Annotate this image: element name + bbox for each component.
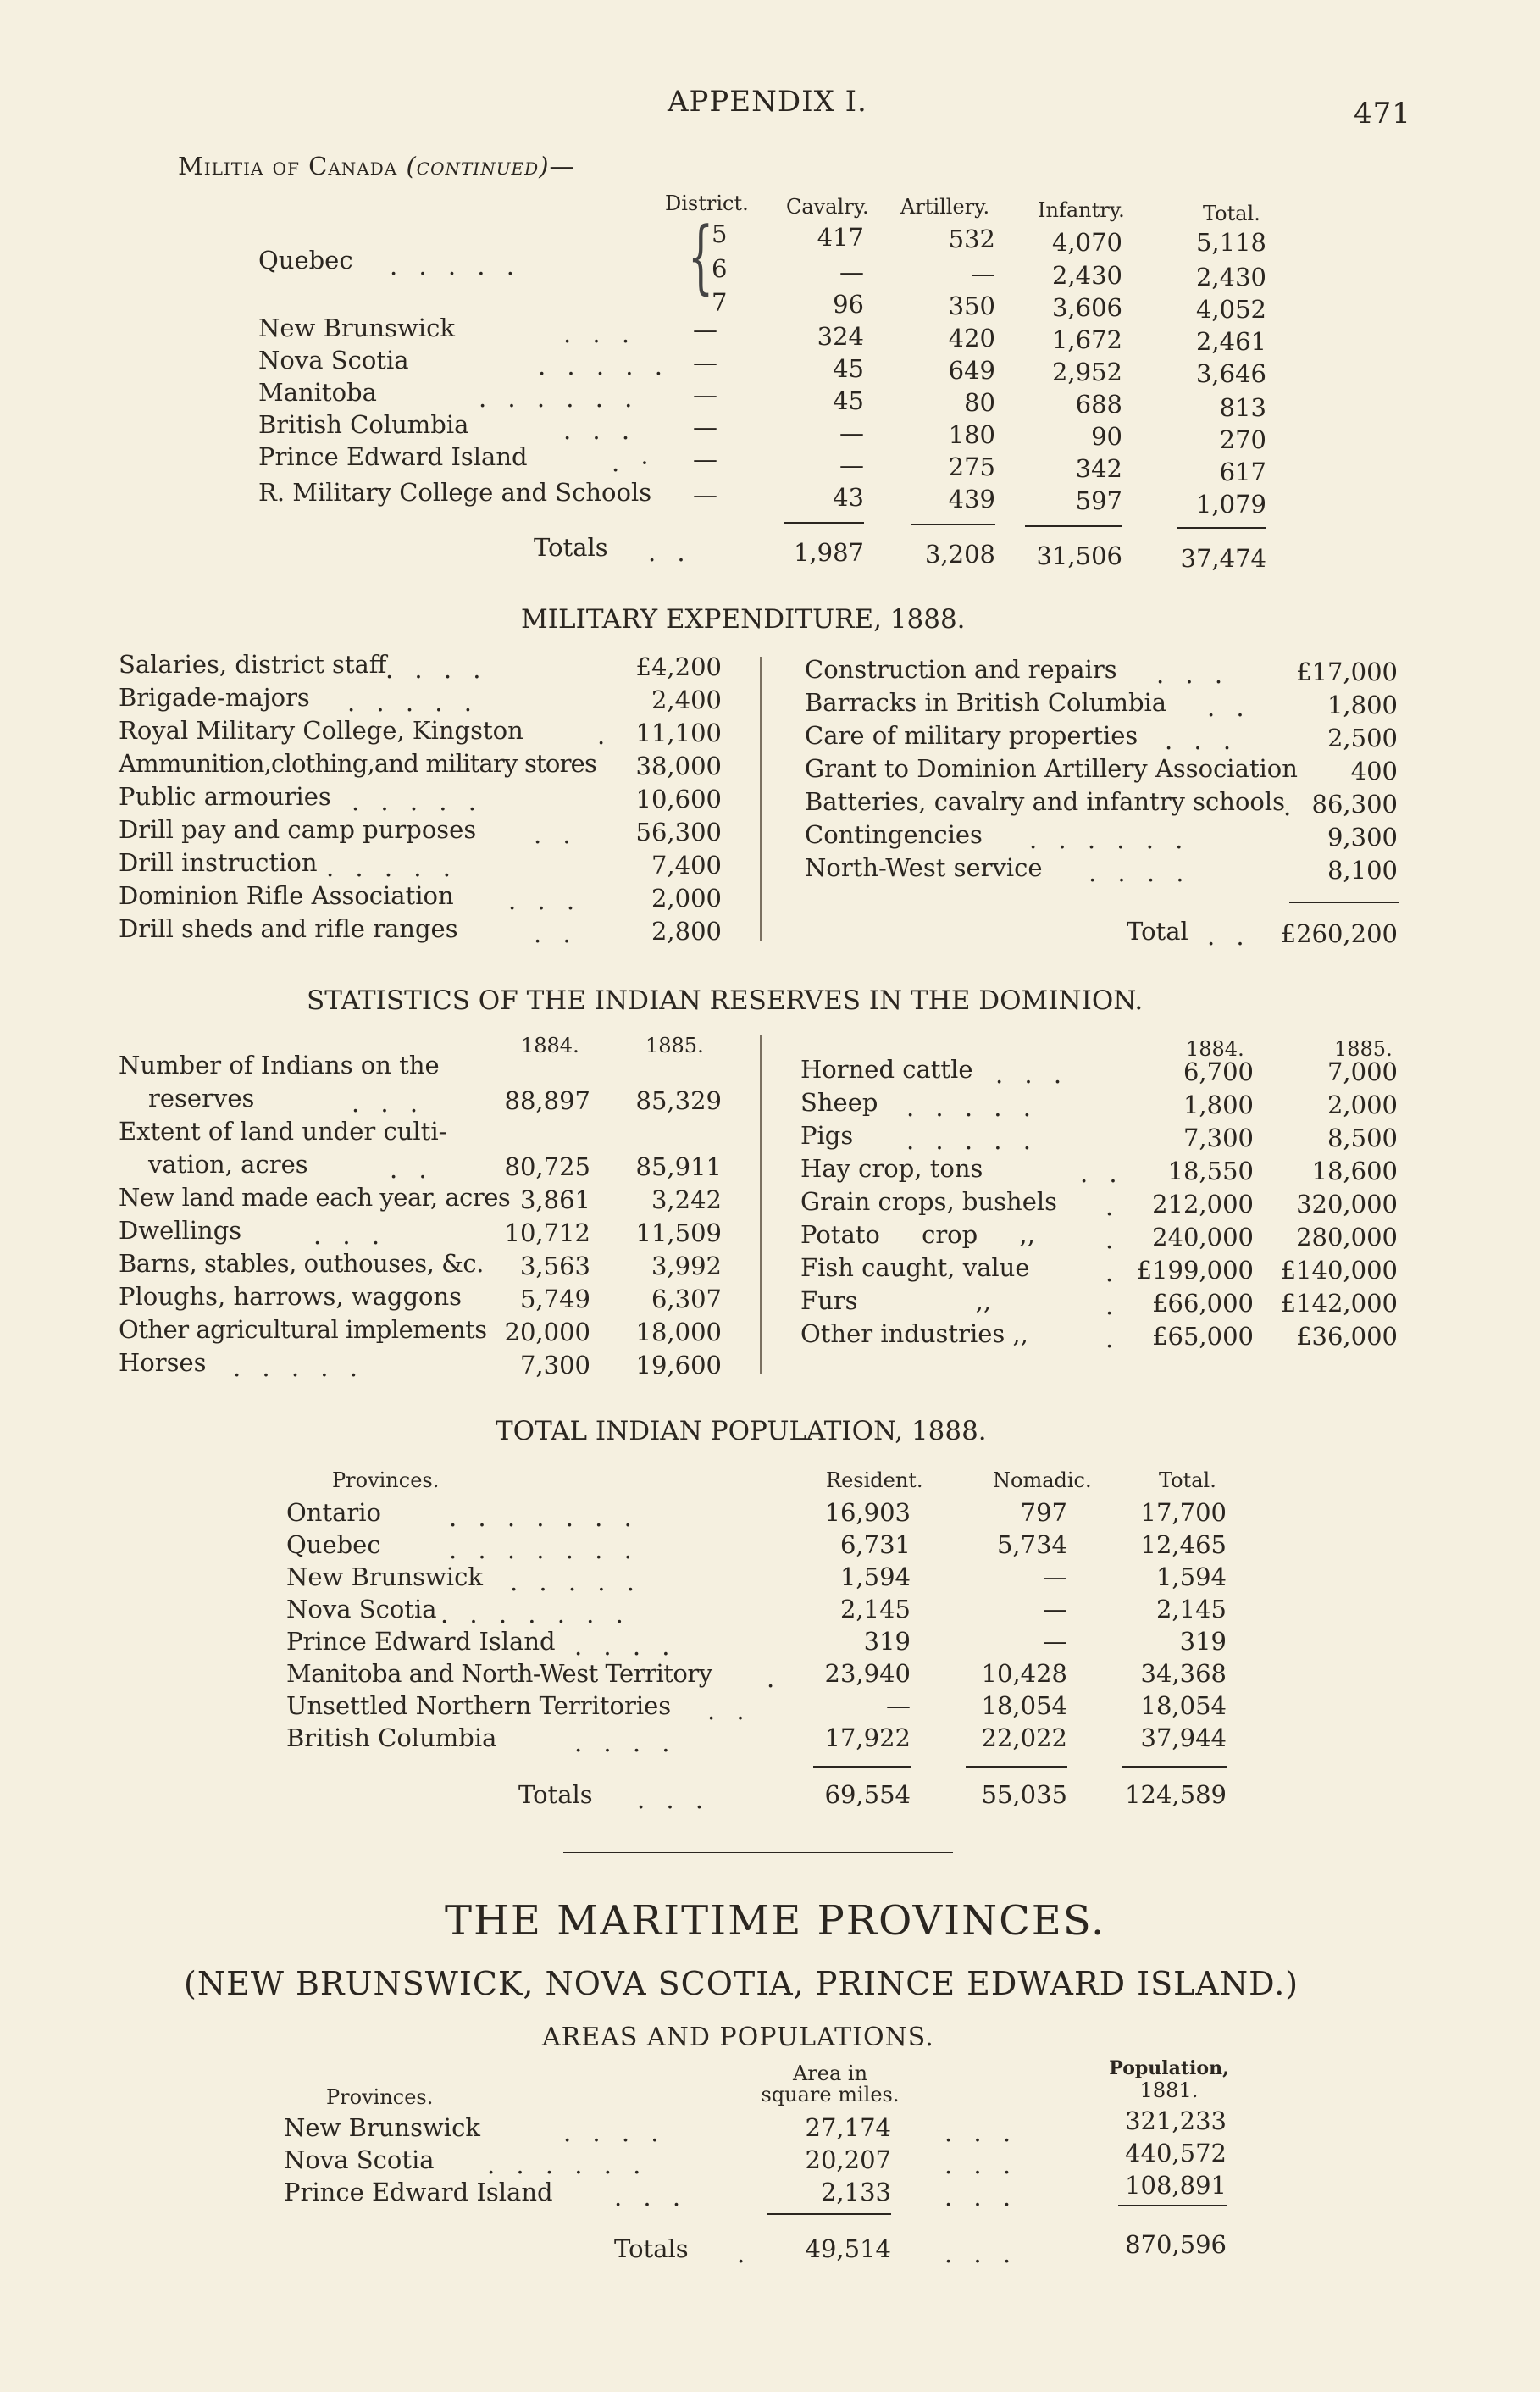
leader-dots: . . . . . [906,1126,1038,1155]
pop-resident: 16,903 [824,1498,911,1527]
leader-dots: . . . [944,2151,1018,2179]
leader-dots: . [737,2239,752,2268]
col-district: District. [665,191,749,215]
res-1885: 3,242 [651,1185,722,1214]
exp-item: Grant to Dominion Artillery Association [805,754,1298,783]
infantry: 2,952 [1051,358,1122,386]
leader-dots: . . . [1165,726,1238,755]
res-1884: 212,000 [1152,1190,1254,1218]
pop-total: 37,944 [1140,1723,1227,1752]
year-header: 1884. [1186,1037,1244,1061]
pop-total: 17,700 [1140,1498,1227,1527]
militia-dash: — [549,152,575,180]
quebec-infantry: 3,606 [1051,293,1122,322]
quebec-infantry: 4,070 [1051,228,1122,257]
res-item: vation, acres [148,1150,308,1179]
leader-dots: . . [648,538,692,567]
artillery: 275 [948,452,995,481]
leader-dots: . . . . . [352,787,483,816]
pop-total-resident: 69,554 [824,1780,911,1809]
leader-dots: . . . . . [510,1568,641,1596]
res-1885: 8,500 [1327,1124,1398,1152]
res-1884: 3,861 [519,1185,590,1214]
mar-area: 2,133 [820,2178,891,2206]
col-artillery: Artillery. [900,195,990,219]
exp-item: Construction and repairs [805,655,1117,684]
leader-dots: . [1105,1258,1121,1287]
exp-item: Royal Military College, Kingston [119,716,523,745]
mar-area: 20,207 [805,2145,891,2174]
district: — [693,348,717,377]
exp-amount: 2,400 [651,685,722,714]
pop-total: 1,594 [1155,1562,1227,1591]
exp-item: Batteries, cavalry and infantry schools [805,787,1286,816]
year-header: 1884. [521,1034,579,1057]
col-population-1: Population, [1109,2057,1229,2079]
leader-dots: . . . [563,416,637,445]
leader-dots: . . . . . . . [440,1600,630,1629]
col-provinces: Provinces. [326,2085,434,2109]
mar-province: New Brunswick [284,2113,480,2142]
row-label: R. Military College and Schools [258,478,652,507]
leader-dots: . [1105,1192,1121,1221]
quebec-infantry: 2,430 [1051,261,1122,290]
column-divider [760,657,762,941]
exp-item: Brigade-majors [119,683,310,712]
res-item: Furs ,, [800,1286,992,1315]
leader-dots: . . . . . [233,1353,364,1382]
pop-nomadic: 5,734 [996,1530,1067,1559]
sum-rule [813,1766,911,1768]
total: 2,461 [1195,327,1266,356]
res-item: Potato crop ,, [800,1220,1035,1249]
quebec-total: 5,118 [1195,228,1266,257]
exp-item: Public armouries [119,782,331,811]
res-1885: 18,600 [1311,1157,1398,1185]
total-cavalry: 1,987 [793,538,864,567]
district: — [693,445,717,474]
quebec-district: 7 [712,288,728,317]
res-item: Horned cattle [800,1055,973,1084]
running-head: APPENDIX I. [668,85,867,119]
res-1885: £36,000 [1296,1322,1398,1351]
leader-dots: . . . . [563,2118,666,2147]
areas-title: AREAS AND POPULATIONS. [542,2023,934,2052]
res-1884: 18,550 [1167,1157,1254,1185]
leader-dots: . . . [944,2183,1018,2212]
exp-amount: 56,300 [635,818,722,846]
mar-total-area: 49,514 [805,2234,891,2263]
quebec-total: 4,052 [1195,295,1266,324]
pop-resident: 319 [863,1627,911,1656]
pop-province: New Brunswick [286,1562,483,1591]
total: 3,646 [1195,359,1266,388]
col-population-2: 1881. [1139,2078,1199,2102]
res-1884: £199,000 [1136,1256,1254,1285]
exp-amount: 1,800 [1327,691,1398,719]
quebec-artillery: 350 [948,291,995,320]
exp-amount: 11,100 [635,719,722,747]
res-1885: 6,307 [651,1285,722,1313]
artillery: 80 [964,388,995,417]
col-area-1: Area in [792,2062,868,2085]
population-title: TOTAL INDIAN POPULATION, 1888. [496,1416,987,1446]
res-1884: £65,000 [1152,1322,1254,1351]
exp-amount: 10,600 [635,785,722,813]
res-item: New land made each year, acres [119,1183,511,1212]
exp-amount: 7,400 [651,851,722,880]
exp-total-label: Total [1127,917,1188,946]
cavalry: 324 [817,322,864,351]
leader-dots: . . . [944,2118,1018,2147]
quebec-district: 6 [712,254,728,283]
exp-amount: 2,000 [651,884,722,913]
mar-province: Prince Edward Island [284,2178,553,2206]
res-item: Extent of land under culti- [119,1117,447,1146]
column-divider [760,1035,762,1374]
infantry: 688 [1075,390,1122,419]
infantry: 342 [1075,454,1122,483]
leader-dots: . . . . . . . [449,1503,639,1532]
res-item: Dwellings [119,1216,242,1245]
row-label: Prince Edward Island [258,442,528,471]
quebec-artillery: — [971,259,995,288]
col-area-2: square miles. [761,2083,900,2106]
pop-total: 12,465 [1140,1530,1227,1559]
pop-total: 34,368 [1140,1659,1227,1688]
exp-item: Dominion Rifle Association [119,881,454,910]
res-1884: 10,712 [504,1218,590,1247]
pop-nomadic: 10,428 [981,1659,1067,1688]
res-1885: 2,000 [1327,1091,1398,1119]
leader-dots: . . . . . [390,252,521,280]
cavalry: 45 [833,386,864,415]
district: — [693,380,717,409]
leader-dots: . . . [508,886,582,915]
leader-dots: . . . . . [906,1093,1038,1122]
infantry: 90 [1091,422,1122,451]
sum-rule [767,2213,891,2215]
exp-item: Barracks in British Columbia [805,688,1167,717]
mar-totals-label: Totals [614,2234,689,2263]
militia-title-text: Militia of Canada [178,152,398,180]
leader-dots: . . . . [574,1729,677,1757]
leader-dots: . . . . . [326,853,457,882]
militia-continued: (continued) [406,152,550,180]
leader-dots: . . [707,1696,751,1725]
res-1885: 18,000 [635,1318,722,1346]
res-1884: 7,300 [1183,1124,1254,1152]
exp-item: Contingencies [805,820,983,849]
infantry: 1,672 [1051,325,1122,354]
pop-nomadic: 18,054 [981,1691,1067,1720]
col-nomadic: Nomadic. [993,1468,1092,1492]
exp-amount: 9,300 [1327,823,1398,852]
sum-rule [1289,902,1399,903]
res-1885: £142,000 [1280,1289,1398,1318]
res-item: Barns, stables, outhouses, &c. [119,1249,484,1278]
pop-province: British Columbia [286,1723,497,1752]
leader-dots: . . . . . . [1029,825,1190,854]
pop-province: Quebec [286,1530,381,1559]
mar-area: 27,174 [805,2113,891,2142]
sum-rule [911,524,995,525]
exp-item: North-West service [805,853,1043,882]
pop-resident: 23,940 [824,1659,911,1688]
res-item: Number of Indians on the [119,1051,440,1079]
exp-amount: 86,300 [1311,790,1398,819]
quebec-district: 5 [712,219,728,248]
res-1885: 85,911 [635,1152,722,1181]
pop-nomadic: — [1043,1562,1067,1591]
total: 270 [1219,425,1266,454]
leader-dots: . . . . [574,1632,677,1661]
res-1884: 20,000 [504,1318,590,1346]
exp-amount: 8,100 [1327,856,1398,885]
total: 1,079 [1195,490,1266,519]
mar-population: 321,233 [1125,2106,1227,2135]
res-item: Pigs [800,1121,854,1150]
res-item: reserves [148,1084,255,1113]
pop-resident: 2,145 [839,1595,911,1623]
leader-dots: . . . [352,1089,425,1118]
pop-total-total: 124,589 [1125,1780,1227,1809]
sum-rule [966,1766,1067,1768]
res-1884: 6,700 [1183,1057,1254,1086]
leader-dots: . . [1080,1159,1124,1188]
leader-dots: . . . [563,319,637,348]
mar-population: 108,891 [1125,2171,1227,2200]
leader-dots: . . . . . [538,352,669,380]
leader-dots: . [1283,792,1299,821]
mar-total-population: 870,596 [1125,2230,1227,2259]
pop-province: Prince Edward Island [286,1627,556,1656]
total-infantry: 31,506 [1036,541,1122,570]
pop-province: Ontario [286,1498,381,1527]
pop-province: Unsettled Northern Territories [286,1691,672,1720]
res-1884: 88,897 [504,1086,590,1115]
pop-total: 18,054 [1140,1691,1227,1720]
col-provinces: Provinces. [332,1468,440,1492]
page-number: 471 [1354,97,1411,130]
pop-resident: 6,731 [839,1530,911,1559]
res-1885: 85,329 [635,1086,722,1115]
leader-dots: . . [390,1155,434,1184]
leader-dots: . . . . . . [479,384,640,413]
row-label: New Brunswick [258,314,455,342]
total-artillery: 3,208 [924,540,995,569]
cavalry: 43 [833,483,864,512]
res-item: Hay crop, tons [800,1154,983,1183]
pop-resident: 17,922 [824,1723,911,1752]
row-label: Manitoba [258,378,377,407]
cavalry: — [839,451,864,480]
leader-dots: . [767,1664,782,1693]
pop-province: Manitoba and North-West Territory [286,1659,712,1688]
sum-rule [1177,527,1266,529]
quebec-cavalry: 417 [817,223,864,252]
leader-dots: . . . [313,1221,387,1250]
pop-total: 319 [1179,1627,1227,1656]
pop-nomadic: 797 [1020,1498,1067,1527]
pop-totals-label: Totals [518,1780,593,1809]
maritime-title: THE MARITIME PROVINCES. [445,1897,1106,1945]
exp-item: Drill pay and camp purposes [119,815,477,844]
res-item: Other agricultural implements [119,1315,487,1344]
pop-nomadic: — [1043,1627,1067,1656]
row-label: British Columbia [258,410,469,439]
exp-item: Salaries, district staff [119,650,387,679]
mar-province: Nova Scotia [284,2145,435,2174]
artillery: 649 [948,356,995,385]
exp-amount: 400 [1350,757,1398,785]
res-item: Other industries ,, [800,1319,1028,1348]
res-1885: 280,000 [1296,1223,1398,1251]
res-1884: 1,800 [1183,1091,1254,1119]
res-item: Grain crops, bushels [800,1187,1058,1216]
col-cavalry: Cavalry. [786,195,869,219]
cavalry: 45 [833,354,864,383]
district: — [693,480,717,509]
exp-amount: 2,500 [1327,724,1398,752]
sum-rule [1122,1766,1227,1768]
res-1884: 240,000 [1152,1223,1254,1251]
year-header: 1885. [645,1034,704,1057]
leader-dots: . . . . [1089,858,1191,887]
sum-rule [784,522,864,524]
res-1885: £140,000 [1280,1256,1398,1285]
leader-dots: . . . [944,2239,1018,2268]
quebec-cavalry: — [839,258,864,286]
sum-rule [1025,525,1122,527]
leader-dots: . [1105,1225,1121,1254]
brace: { [688,210,714,303]
pop-total-nomadic: 55,035 [981,1780,1067,1809]
col-total: Total. [1159,1468,1216,1492]
leader-dots: . [1105,1324,1121,1353]
cavalry: — [839,419,864,447]
row-label-quebec: Quebec [258,246,353,275]
res-1885: 19,600 [635,1351,722,1379]
infantry: 597 [1075,486,1122,515]
leader-dots: . . [1207,693,1251,722]
exp-total: £260,200 [1280,919,1398,948]
reserves-title: STATISTICS OF THE INDIAN RESERVES IN THE DOMINION. [307,985,1144,1016]
pop-resident: — [886,1691,911,1720]
res-item: Fish caught, value [800,1253,1030,1282]
totals-label: Totals [534,533,608,562]
exp-amount: £17,000 [1296,658,1398,686]
artillery: 180 [948,420,995,449]
sum-rule [1118,2205,1227,2206]
leader-dots: . [597,721,612,750]
exp-item: Care of military properties [805,721,1138,750]
section-divider [563,1852,953,1853]
leader-dots: . . . . . . . [449,1535,639,1564]
row-label: Nova Scotia [258,346,409,375]
leader-dots: . . . [1156,660,1230,689]
pop-nomadic: 22,022 [981,1723,1067,1752]
artillery: 420 [948,324,995,352]
leader-dots: . . . . . . [487,2151,648,2179]
leader-dots: . . . . . [347,688,479,717]
mar-population: 440,572 [1125,2139,1227,2167]
leader-dots: . . . [614,2183,688,2212]
res-1885: 7,000 [1327,1057,1398,1086]
quebec-cavalry: 96 [833,290,864,319]
res-1884: 5,749 [519,1285,590,1313]
year-header: 1885. [1334,1037,1393,1061]
col-total: Total. [1203,202,1260,225]
quebec-artillery: 532 [948,225,995,253]
res-1885: 11,509 [635,1218,722,1247]
res-1884: £66,000 [1152,1289,1254,1318]
pop-nomadic: — [1043,1595,1067,1623]
res-1884: 7,300 [519,1351,590,1379]
pop-total: 2,145 [1155,1595,1227,1623]
expenditure-title: MILITARY EXPENDITURE, 1888. [521,604,966,635]
artillery: 439 [948,485,995,513]
exp-item: Drill instruction [119,848,318,877]
col-infantry: Infantry. [1038,198,1125,222]
res-1884: 80,725 [504,1152,590,1181]
district: — [693,413,717,441]
leader-dots: . · [612,448,656,477]
exp-item: Drill sheds and rifle ranges [119,914,458,943]
exp-amount: 38,000 [635,752,722,780]
total-total: 37,474 [1180,544,1266,573]
res-item: Sheep [800,1088,878,1117]
pop-resident: 1,594 [839,1562,911,1591]
leader-dots: . . . . [385,655,488,684]
militia-title [178,154,575,179]
maritime-subtitle: (NEW BRUNSWICK, NOVA SCOTIA, PRINCE EDWARD ISLAND.) [184,1965,1299,2002]
res-item: Horses [119,1348,207,1377]
leader-dots: . [1105,1291,1121,1320]
district: — [693,315,717,344]
res-1885: 320,000 [1296,1190,1398,1218]
exp-amount: 2,800 [651,917,722,946]
leader-dots: . . . [995,1060,1069,1089]
exp-amount: £4,200 [635,652,722,681]
total: 813 [1219,393,1266,422]
leader-dots: . . [1207,922,1251,951]
leader-dots: . . [534,820,578,849]
col-resident: Resident. [826,1468,923,1492]
res-1885: 3,992 [651,1251,722,1280]
res-1884: 3,563 [519,1251,590,1280]
pop-province: Nova Scotia [286,1595,437,1623]
leader-dots: . . . [637,1785,711,1814]
exp-item: Ammunition,clothing,and military stores [119,749,597,778]
total: 617 [1219,458,1266,486]
quebec-total: 2,430 [1195,263,1266,291]
leader-dots: . . [534,919,578,948]
res-item: Ploughs, harrows, waggons [119,1282,463,1311]
